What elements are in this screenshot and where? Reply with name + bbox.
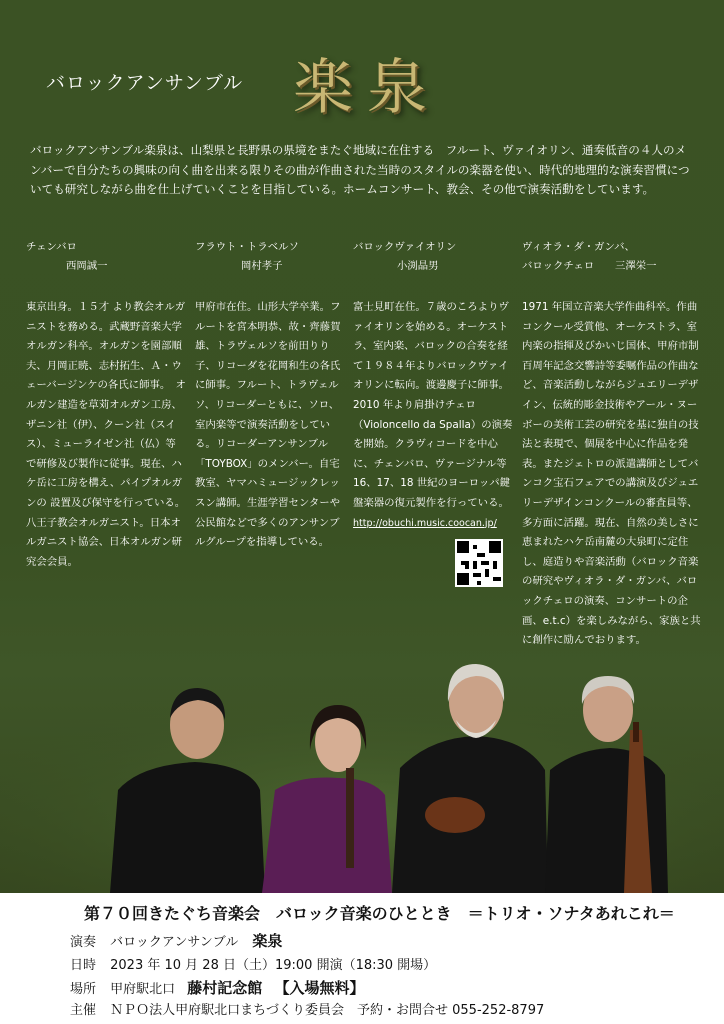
member-role-secondary	[522, 257, 702, 276]
member-header	[522, 238, 702, 298]
admission-badge: 【入場無料】	[274, 979, 365, 997]
member-column-violin	[353, 238, 513, 587]
date-row	[70, 954, 436, 973]
ensemble-subtitle: バロックアンサンブル	[46, 72, 244, 94]
place-row	[70, 977, 364, 998]
member-column-gamba	[522, 238, 702, 651]
host-label: 主催	[70, 1003, 97, 1018]
qr-code-icon	[457, 541, 501, 585]
member-website-link[interactable]: http://obuchi.music.coocan.jp/	[353, 517, 497, 529]
member-role-2: バロックチェロ	[522, 260, 595, 272]
date-label: 日時	[70, 958, 97, 973]
member-header	[195, 238, 345, 298]
member-bio: 富士見町在住。７歳のころよりヴァイオリンを始める。オーケストラ、室内楽、バロックの合奏を経て１９８４年よりバロックヴァイオリンに転向。渡邊慶子に師事。2010 年より肩掛けチェロ（Violoncello da Spalla）の演奏を開始。クラヴィコードを中心に、チェンバロ、ヴァージナル等 16、17、18 世紀のヨーロッパ鍵盤楽器の復元製作を行っている。	[353, 301, 513, 509]
place-name: 藤村記念館	[187, 979, 263, 997]
intro-paragraph: バロックアンサンブル楽泉は、山梨県と長野県の県境をまたぐ地域に在住する フルート、ヴァイオリン、通奏低音の４人のメンバーで自分たちの興味の向く曲を出来る限りその曲が作曲された当時のスタイルの楽器を使い、時代的地理的な演奏習慣についても研究しながら曲を仕上げていくことを目指している。ホームコンサート、教会、その他で演奏活動をしています。	[30, 143, 690, 196]
member-role: バロックヴァイオリン	[353, 241, 457, 253]
member-name: 三澤栄一	[615, 260, 657, 272]
member-column-harpsichord	[26, 238, 186, 572]
member-bio: 1971 年国立音楽大学作曲科卒。作曲コンクール受賞他、オーケストラ、室内楽の指揮及びかいじ国体、甲府市制百周年記念交響詩等委嘱作品の作曲など、音楽活動しながらジュエリーデザイン、伝統的彫金技術やアール・ヌーボーの美術工芸の研究を基に独自の技法と表現で、個展を中心に作品を発表。またジェトロの派遣講師としてバンコク宝石フェアでの講演及びジュエリーデザインコンクールの審査員等、多方面に活躍。現在、自然の美しさに恵まれたハケ岳南麓の大泉町に定住し、庭造りや音楽活動（バロック音楽の研究やヴィオラ・ダ・ガンバ、バロックチェロの演奏、コンサートの企画、e.t.c）を楽しみながら、家族と共に創作に励んでおります。	[522, 301, 701, 647]
ensemble-photo	[0, 650, 724, 893]
ensemble-photo-illustration	[0, 650, 724, 893]
host-value: ＮＰＯ法人甲府駅北口まちづくり委員会 予約・お問合せ 055-252-8797	[110, 1003, 545, 1018]
qr-code	[455, 539, 503, 587]
concert-info	[0, 893, 724, 1024]
member-role: チェンバロ	[26, 241, 77, 253]
member-name: 西岡誠一	[66, 260, 108, 272]
member-header	[26, 238, 186, 298]
member-bio: 甲府市在住。山形大学卒業。フルートを宮本明恭、故・齊藤賀雄、トラヴェルソを前田りり子、リコーダを花岡和生の各氏に師事。フルート、トラヴェルソ、リコーダーともに、ソロ、室内楽等で演奏活動をしている。リコーダーアンサンブル「TOYBOX」のメンバー。自宅教室、ヤマハミュージックレッスン講師。生涯学習センターや公民館などで多くのアンサンブルグループを指導している。	[195, 301, 341, 549]
place-label: 場所	[70, 982, 97, 997]
date-value: 2023 年 10 月 28 日（土）19:00 開演（18:30 開場）	[110, 958, 437, 973]
concert-heading: 第７０回きたぐち音楽会 バロック音楽のひととき ＝トリオ・ソナタあれこれ＝	[84, 904, 675, 923]
member-role: ヴィオラ・ダ・ガンバ、	[522, 241, 635, 253]
performer-value: バロックアンサンブル	[110, 935, 239, 950]
performer-label: 演奏	[70, 935, 97, 950]
performer-name: 楽泉	[252, 932, 283, 950]
member-header	[353, 238, 513, 298]
member-name: 岡村孝子	[241, 260, 283, 272]
performer-row	[70, 930, 282, 951]
member-name: 小渕晶男	[397, 260, 439, 272]
member-column-flute	[195, 238, 345, 553]
host-row	[70, 999, 544, 1018]
member-bio: 東京出身。１５才 より教会オルガニストを務める。武蔵野音楽大学オルガン科卒。オルガンを園部順夫、月岡正暁、志村拓生、Ａ・ウェーバージンケの各氏に師事。 オルガン建造を草苅オルガン工房、ザニン社（伊）、クーン社（スイス）、ミューライゼン社（仏）等で研修及び製作に従事。現在、ハケ岳に工房を構え、パイプオルガンの 設置及び保守を行っている。八王子教会オルガニスト。日本オルガニスト協会、日本オルガン研究会会員。	[26, 301, 186, 568]
ensemble-title: 楽泉	[293, 53, 441, 123]
member-role: フラウト・トラベルソ	[195, 241, 299, 253]
place-value: 甲府駅北口	[110, 982, 176, 997]
